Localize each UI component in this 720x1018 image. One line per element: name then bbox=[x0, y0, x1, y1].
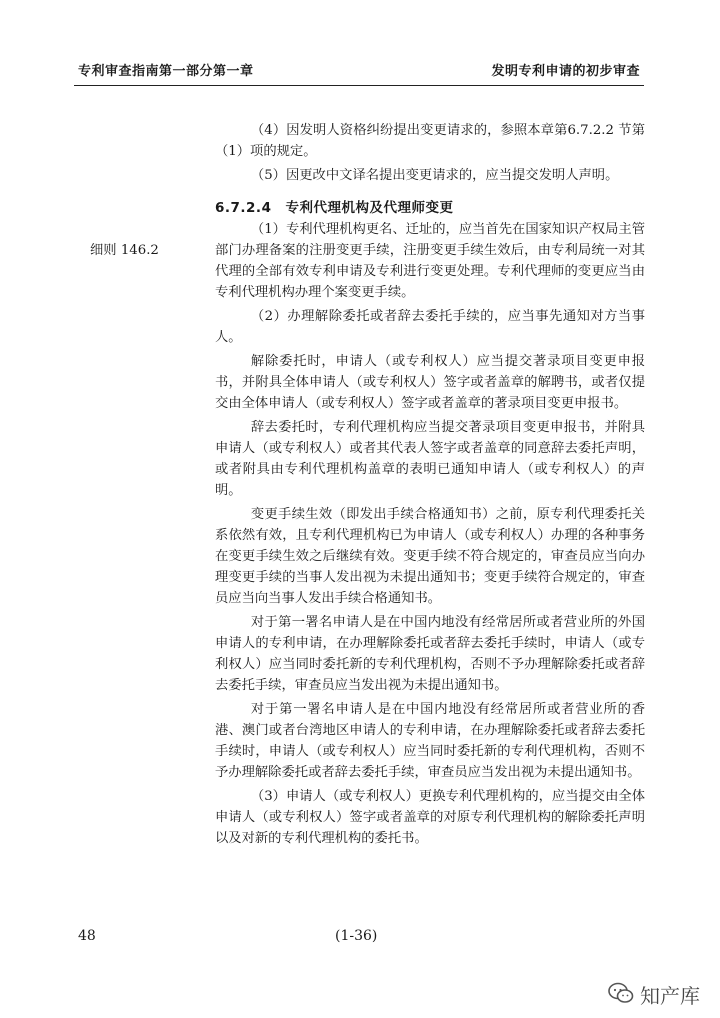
paragraph-notify-party: （2）办理解除委托或者辞去委托手续的，应当事先通知对方当事人。 bbox=[215, 309, 645, 345]
page-number: 48 bbox=[78, 928, 96, 944]
running-header-title: 发明专利申请的初步审查 bbox=[491, 64, 640, 79]
paragraph-replace-agency: （3）申请人（或专利权人）更换专利代理机构的，应当提交由全体申请人（或专利权人）签字或者盖章的对原专利代理机构的解除委托声明以及对新的专利代理机构的委托书。 bbox=[215, 789, 645, 846]
watermark bbox=[608, 980, 700, 1009]
wechat-icon bbox=[608, 982, 634, 1008]
paragraph-hk-macao-taiwan-applicant: 对于第一署名申请人是在中国内地没有经常居所或者营业所的香港、澳门或者台湾地区申请人的专利申请，在办理解除委托或者辞去委托手续时，申请人（或专利权人）应当同时委托新的专利代理机构，否则不予办理解除委托或者辞去委托手续，审查员应当发出视为未提出通知书。 bbox=[215, 702, 645, 780]
section-heading: 6.7.2.4 专利代理机构及代理师变更 bbox=[215, 200, 454, 216]
page-reference: (1-36) bbox=[335, 928, 378, 944]
page-body bbox=[215, 120, 645, 852]
paragraph-foreign-applicant: 对于第一署名申请人是在中国内地没有经常居所或者营业所的外国申请人的专利申请，在办理解除委托或者辞去委托手续时，申请人（或专利权人）应当同时委托新的专利代理机构，否则不予办理解除委托或者辞去委托手续，审查员应当发出视为未提出通知书。 bbox=[215, 615, 645, 693]
paragraph-agency-rename: （1）专利代理机构更名、迁址的，应当首先在国家知识产权局主管部门办理备案的注册变更手续，注册变更手续生效后，由专利局统一对其代理的全部有效专利申请及专利进行变更处理。专利代理师的变更应当由专利代理机构办理个案变更手续。 bbox=[215, 222, 645, 300]
paragraph-resign-entrustment: 辞去委托时，专利代理机构应当提交著录项目变更申报书，并附具申请人（或专利权人）或者其代表人签字或者盖章的同意辞去委托声明，或者附具由专利代理机构盖章的表明已通知申请人（或专利权人）的声明。 bbox=[215, 420, 645, 498]
rule-reference-note: 细则 146.2 bbox=[90, 243, 159, 258]
header-divider bbox=[74, 85, 644, 86]
paragraph-item-4: （4）因发明人资格纠纷提出变更请求的，参照本章第6.7.2.2 节第（1）项的规定。 bbox=[215, 123, 645, 159]
paragraph-effective-change: 变更手续生效（即发出手续合格通知书）之前，原专利代理委托关系依然有效，且专利代理机构已为申请人（或专利权人）办理的各种事务在变更手续生效之后继续有效。变更手续不符合规定的，审查员应当向办理变更手续的当事人发出视为未提出通知书；变更手续符合规定的，审查员应当向当事人发出手续合格通知书。 bbox=[215, 507, 645, 606]
paragraph-item-5: （5）因更改中文译名提出变更请求的，应当提交发明人声明。 bbox=[250, 168, 619, 183]
watermark-text: 知产库 bbox=[640, 984, 700, 1008]
paragraph-revoke-entrustment: 解除委托时，申请人（或专利权人）应当提交著录项目变更申报书，并附具全体申请人（或专利权人）签字或者盖章的解聘书，或者仅提交由全体申请人（或专利权人）签字或者盖章的著录项目变更申报书。 bbox=[215, 354, 645, 411]
running-header-chapter: 专利审查指南第一部分第一章 bbox=[78, 64, 254, 79]
